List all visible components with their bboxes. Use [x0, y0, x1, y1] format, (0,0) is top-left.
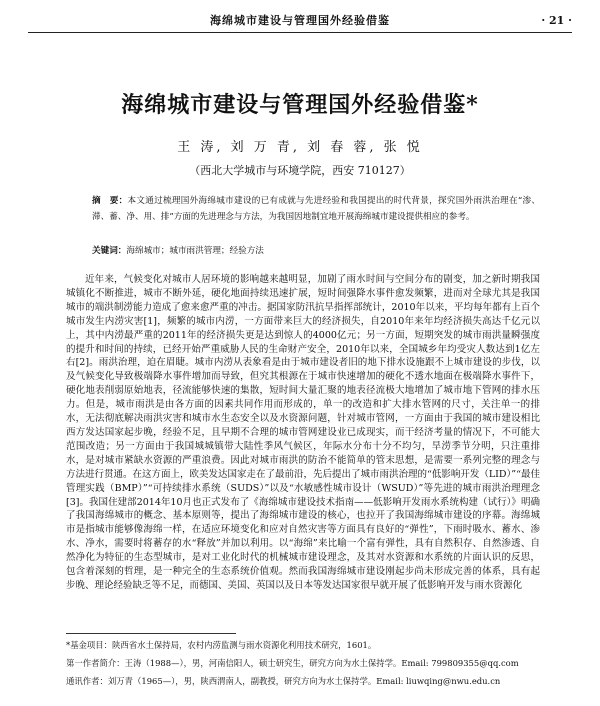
footnote-first-author: 第一作者简介：王涛（1988—），男，河南信阳人，硕士研究生，研究方向为水土保持学。Email: 799809355@qq.com: [66, 658, 519, 668]
affiliation: （西北大学城市与环境学院，西安 710127）: [189, 164, 411, 177]
keywords-text: 海绵城市；城市雨洪管理；经验方法: [126, 246, 264, 256]
running-title: 海绵城市建设与管理国外经验借鉴: [210, 14, 390, 27]
abstract-text: 本文通过梳理国外海绵城市建设的已有成就与先进经验和我国提出的时代背景，探究国外雨洪治理在“渗、滞、蓄、净、用、排”方面的先进理念与方法，为我国因地制宜地开展海绵城市建设提供相应的参考。: [92, 196, 540, 222]
keywords-label: 关键词：: [92, 246, 127, 256]
footnote-corresponding-author: 通讯作者：刘万青（1965—），男，陕西渭南人，副教授，研究方向为水土保持学。Email: liuwqing@nwu.edu.cn: [66, 676, 501, 686]
footnote-funding: *基金项目：陕西省水土保持局，农村内涝监测与雨水资源化利用技术研究，1601。: [66, 640, 377, 650]
page-number: · 21 ·: [541, 14, 572, 27]
running-header: [28, 10, 572, 33]
body-paragraph: 近年来，气候变化对城市人居环境的影响越来越明显，加剧了雨水时间与空间分布的剧变，加之新时期我国城镇化不断推进，城市不断外延，硬化地面持续迅速扩展，短时间强降水事件愈发频繁，进而对全球尤其是我国城市的端洪制涝能力造成了愈来愈严重的冲击。据国家防汛抗旱指挥部统计，2010年以来，平均每年都有上百个城市发生内涝灾害[1]，频繁的城市内涝，一方面带来巨大的经济损失，自2010年来年均经济损失高达千亿元以上，其中内涝最严重的2011年的经济损失更是达到惊人的4000亿元；另一方面，短期突发的城市雨洪量瞬强度的提升和时间的持续，已经开始严重威胁人民的生命财产安全，2010年以来，全国城乡年均受灾人数达到1亿左右[2]。雨洪治理，迫在眉睫。城市内涝从表象看是由于城市建设者旧的地下排水设施跟不上城市建设的步伐，以及气候变化导致极端降水事件增加而导致，但究其根源在于城市快速增加的硬化不透水地面在极端降水事件下，硬化地表削弱原始地表，径流能够快速的集散，短时间大量汇聚的地表径流极大地增加了城市地下管网的排水压力。但是，城市雨洪是由各方面的因素共同作用而形成的，单一的改造和扩大排水管网的尺寸，关注单一的排水，无法彻底解决雨洪灾害和城市水生态安全以及水资源问题，针对城市管网，一方面由于我国的城市建设相比西方发达国家起步晚，经验不足，且早期不合理的城市管网建设业已成现实，而干经济考量的情况下，不可能大范围改造；另一方面由于我国城城镇带大陆性季风气候区，年际水分布十分不均匀，旱涝季节分明，只注重排水，是对城市紧缺水资源的严重浪费。因此对城市雨洪的防治不能简单的管末思想，是需要一系列完整的理念与方法进行贯通。在这方面上，欧美发达国家走在了最前沿，先后提出了城市雨洪治理的“低影响开发（LID）”“最佳管理实践（BMP）”“可持续排水系统（SUDS）”以及“水敏感性城市设计（WSUD）”等先进的城市雨洪治理理念[3]。我国住建部2014年10月也正式发布了《海绵城市建设技术指南——低影响开发雨水系统构建（试行）》明确了我国海绵城市的概念、基本原则等，提出了海绵城市建设的核心，也拉开了我国海绵城市建设的序幕。海绵城市是指城市能够像海绵一样，在适应环境变化和应对自然灾害等方面具有良好的“弹性”，下雨时吸水、蓄水、渗水、净水，需要时将蓄存的水“释放”并加以利用。以“海绵”来比喻一个富有弹性，具有自然积存、自然渗透、自然净化为特征的生态型城市，是对工业化时代的机械城市建设理念，及其对水资源和水系统的片面认识的反思，包含着深刻的哲理，是一种完全的生态系统价值观。然而我国海绵城市建设刚起步尚未形成完善的体系，具有起步晚、理论经验缺乏等不足，而德国、美国、英国以及日本等发达国家很早就开展了低影响开发与雨水资源化: [66, 274, 540, 591]
paper-title: 海绵城市建设与管理国外经验借鉴*: [121, 92, 479, 118]
abstract-label: 摘 要：: [92, 196, 128, 206]
author-list: 王 涛, 刘 万 青, 刘 春 蓉, 张 悦: [177, 140, 423, 155]
footnotes: [66, 636, 540, 690]
footnote-rule: [66, 633, 236, 634]
abstract: [92, 193, 540, 225]
body-text: [66, 273, 540, 593]
keywords: [92, 243, 540, 259]
